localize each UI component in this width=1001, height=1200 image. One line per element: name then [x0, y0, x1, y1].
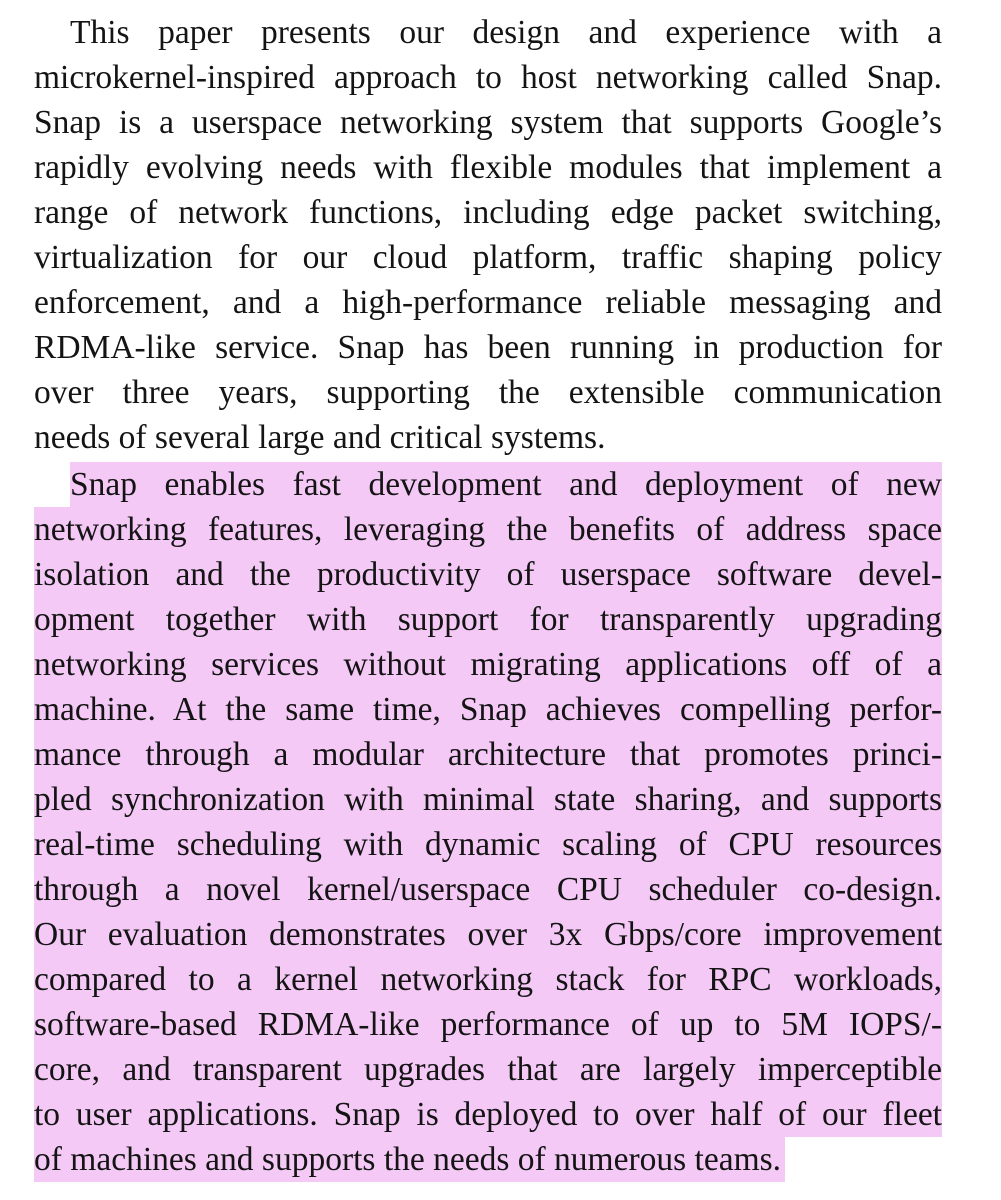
highlighted-text-line: compared to a kernel networking stack for RPC workloads,: [34, 957, 942, 1002]
text-line: Snap is a userspace networking system that supports Google’s: [34, 104, 942, 141]
highlighted-text-line: of machines and supports the needs of numerous teams.: [34, 1137, 785, 1182]
text-line: rapidly evolving needs with flexible modules that implement a: [34, 149, 942, 186]
highlighted-text-line: Our evaluation demonstrates over 3x Gbps/core improvement: [34, 912, 942, 957]
highlighted-text-line: machine. At the same time, Snap achieves compelling perfor-: [34, 687, 942, 732]
text-line: enforcement, and a high-performance reliable messaging and: [34, 284, 942, 321]
text-line: microkernel-inspired approach to host networking called Snap.: [34, 59, 942, 96]
highlighted-text-line: networking features, leveraging the benefits of address space: [34, 507, 942, 552]
highlighted-text-line: through a novel kernel/userspace CPU scheduler co-design.: [34, 867, 942, 912]
highlighted-text-line: Snap enables fast development and deployment of new: [70, 462, 942, 507]
highlighted-text-line: networking services without migrating applications off of a: [34, 642, 942, 687]
text-line: range of network functions, including edge packet switching,: [34, 194, 942, 231]
highlighted-text-line: to user applications. Snap is deployed to over half of our fleet: [34, 1092, 942, 1137]
text-line: virtualization for our cloud platform, traffic shaping policy: [34, 239, 942, 276]
highlighted-text-line: isolation and the productivity of userspace software devel-: [34, 552, 942, 597]
highlighted-text-line: mance through a modular architecture that promotes princi-: [34, 732, 942, 777]
text-line: This paper presents our design and experience with a: [70, 14, 942, 51]
highlighted-text-line: core, and transparent upgrades that are largely imperceptible: [34, 1047, 942, 1092]
text-line: over three years, supporting the extensible communication: [34, 374, 942, 411]
highlighted-text-line: opment together with support for transparently upgrading: [34, 597, 942, 642]
text-line: RDMA-like service. Snap has been running in production for: [34, 329, 942, 366]
highlighted-text-line: software-based RDMA-like performance of up to 5M IOPS/-: [34, 1002, 942, 1047]
text-line: needs of several large and critical systems.: [34, 419, 606, 456]
highlighted-text-line: real-time scheduling with dynamic scaling of CPU resources: [34, 822, 942, 867]
highlighted-text-line: pled synchronization with minimal state sharing, and supports: [34, 777, 942, 822]
